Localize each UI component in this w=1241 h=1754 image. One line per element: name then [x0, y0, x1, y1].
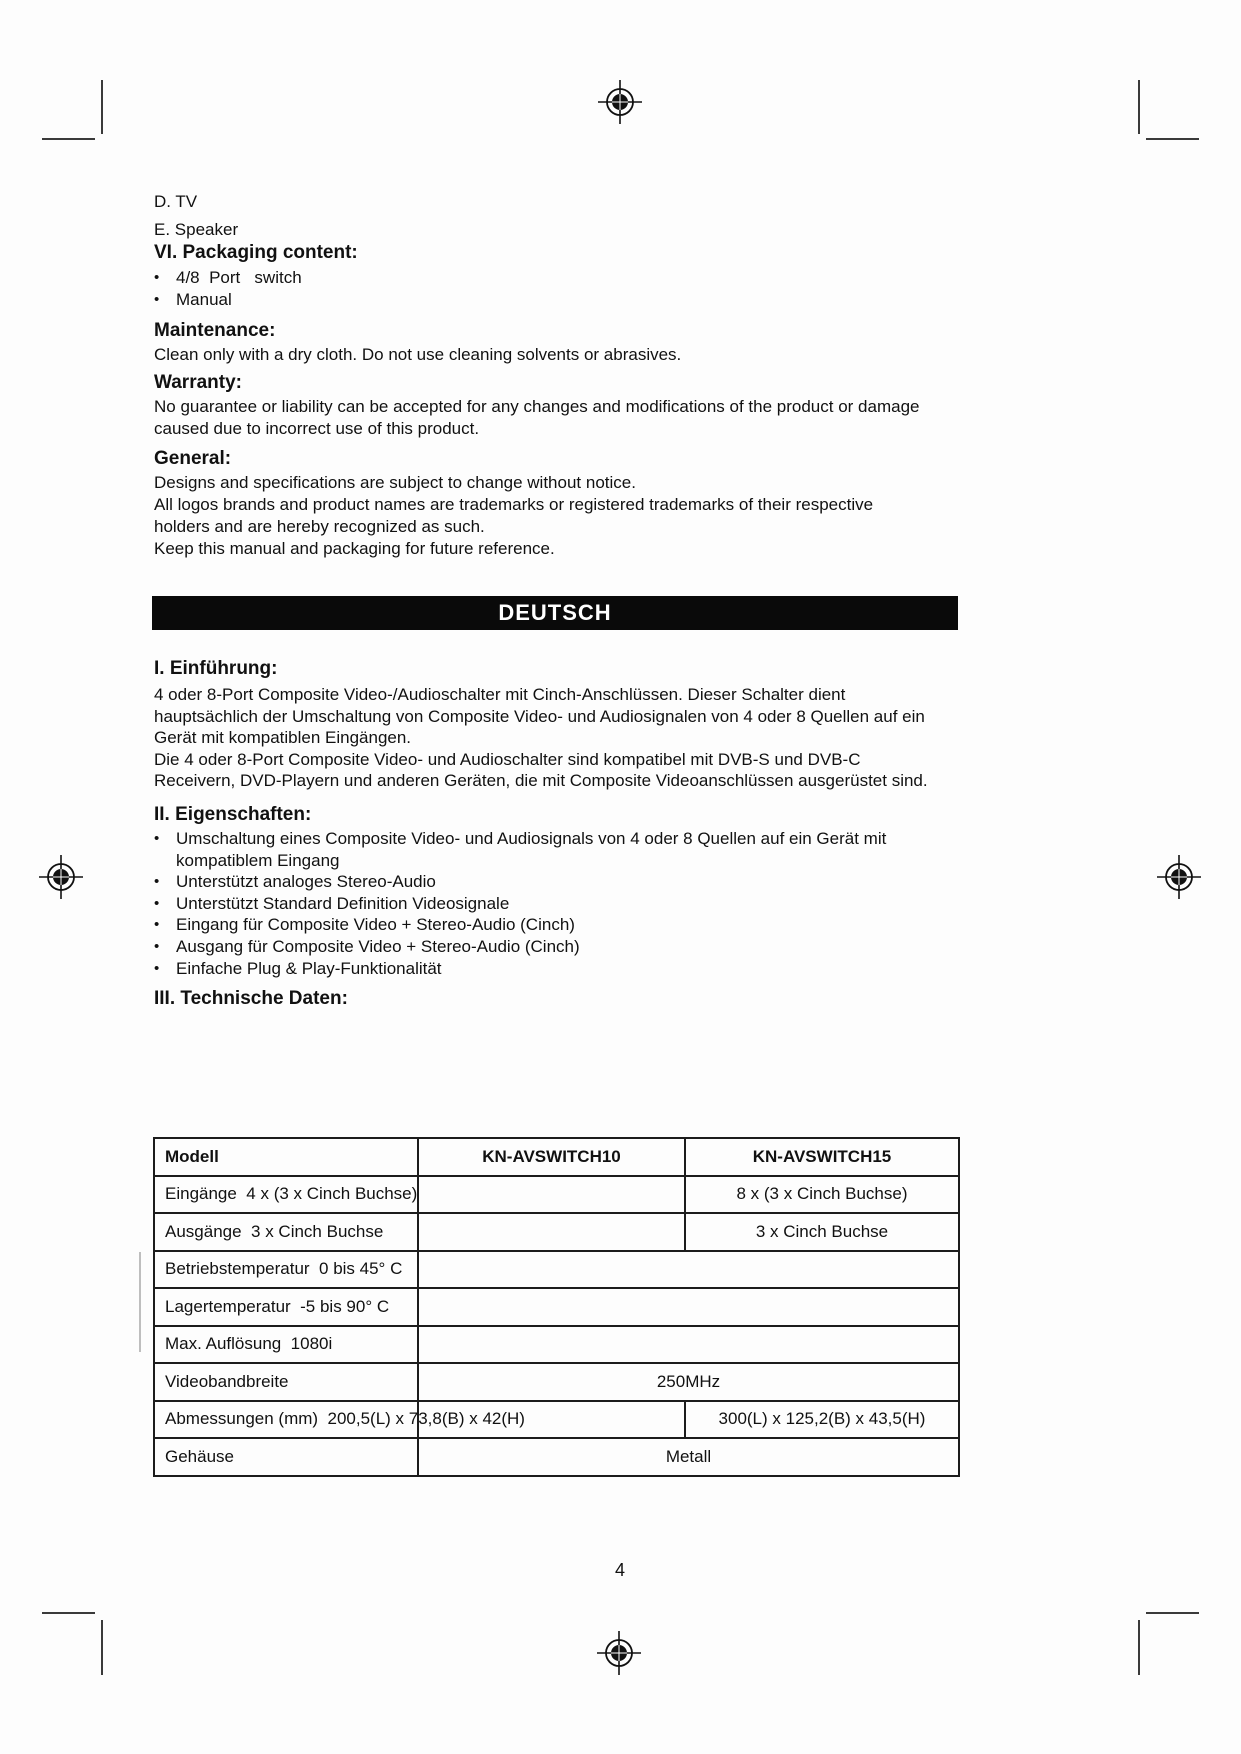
crop-mark-bottom-right-horizontal — [1146, 1612, 1199, 1614]
table-row-eingaenge — [154, 1176, 959, 1214]
list-item: • Umschaltung eines Composite Video- und Audiosignals von 4 oder 8 Quellen auf ein Gerät mit kompatiblem Eingang — [154, 829, 887, 870]
registration-mark-icon — [1156, 854, 1202, 900]
table-cell-modell: Modell — [154, 1138, 418, 1176]
crop-mark-top-left-vertical — [101, 80, 103, 134]
list-item: • Eingang für Composite Video + Stereo-Audio (Cinch) — [154, 915, 575, 935]
table-cell-model-15: KN-AVSWITCH15 — [685, 1138, 959, 1176]
eigenschaften-heading: II. Eigenschaften: — [154, 804, 312, 825]
registration-mark-icon — [596, 1630, 642, 1676]
table-cell-value — [418, 1288, 959, 1326]
table-row-lagertemperatur — [154, 1288, 959, 1326]
registration-mark-icon — [597, 79, 643, 125]
table-row-header — [154, 1138, 959, 1176]
warranty-text: No guarantee or liability can be accepted for any changes and modifications of the product or damage caused due to incorrect use of this product. — [154, 397, 920, 438]
table-cell-label: Betriebstemperatur 0 bis 45° C — [154, 1251, 418, 1289]
section-banner-label: DEUTSCH — [498, 600, 612, 625]
table-row-abmessungen — [154, 1401, 959, 1439]
maintenance-text: Clean only with a dry cloth. Do not use cleaning solvents or abrasives. — [154, 345, 682, 364]
table-cell-label: Max. Auflösung 1080i — [154, 1326, 418, 1364]
device-list-item: E. Speaker — [154, 220, 239, 239]
einfuehrung-text: 4 oder 8-Port Composite Video-/Audioschalter mit Cinch-Anschlüssen. Dieser Schalter dient hauptsächlich der Umschaltung von Composite Video- und Audiosignalen von 4 oder 8 Quellen auf ein Gerät mit kompatiblen Eingängen. Die 4 oder 8-Port Composite Video- und Audioschalter sind kompatibel mit DVB-S und DVB-C Receivern, DVD-Playern und anderen Geräten, die mit Composite Videoanschlüssen ausgerüstet sind. — [154, 685, 928, 791]
table-cell-value: 8 x (3 x Cinch Buchse) — [685, 1176, 959, 1214]
crop-mark-bottom-left-horizontal — [42, 1612, 95, 1614]
bullet-icon: • — [154, 269, 160, 286]
packaging-content-heading: VI. Packaging content: — [154, 242, 358, 263]
table-row-betriebstemperatur — [154, 1251, 959, 1289]
table-row-aufloesung — [154, 1326, 959, 1364]
table-cell-value — [418, 1251, 959, 1289]
list-item: • Einfache Plug & Play-Funktionalität — [154, 958, 442, 978]
section-banner-deutsch — [152, 596, 958, 630]
bullet-icon: • — [154, 916, 160, 934]
maintenance-heading: Maintenance: — [154, 320, 276, 341]
bullet-icon: • — [154, 937, 160, 955]
list-item: • Unterstützt analoges Stereo-Audio — [154, 872, 436, 892]
table-cell-empty — [418, 1176, 685, 1214]
eigenschaften-list — [154, 828, 886, 979]
table-cell-empty — [418, 1213, 685, 1251]
table-cell-label: Lagertemperatur -5 bis 90° C — [154, 1288, 418, 1326]
packaging-content-list — [154, 267, 302, 311]
device-list-item: D. TV — [154, 192, 198, 211]
crop-mark-top-left-horizontal — [42, 138, 95, 140]
scan-artifact — [139, 1252, 141, 1352]
general-text: Designs and specifications are subject to change without notice. All logos brands and product names are trademarks or registered trademarks of their respective holders and are hereby recognized as such. Keep this manual and packaging for future reference. — [154, 473, 874, 558]
technische-daten-heading: III. Technische Daten: — [154, 988, 348, 1009]
bullet-icon: • — [154, 894, 160, 912]
device-list — [154, 188, 238, 244]
bullet-icon: • — [154, 959, 160, 977]
table-cell-label: Abmessungen (mm) 200,5(L) x 73,8(B) x 42(H) — [154, 1401, 418, 1439]
bullet-icon: • — [154, 291, 160, 308]
list-item: • Manual — [154, 290, 232, 309]
table-row-ausgaenge — [154, 1213, 959, 1251]
crop-mark-bottom-right-vertical — [1138, 1620, 1140, 1675]
crop-mark-top-right-vertical — [1138, 80, 1140, 134]
einfuehrung-heading: I. Einführung: — [154, 658, 278, 679]
crop-mark-bottom-left-vertical — [101, 1620, 103, 1675]
bullet-icon: • — [154, 830, 160, 847]
general-heading: General: — [154, 448, 232, 469]
table-cell-value: 300(L) x 125,2(B) x 43,5(H) — [685, 1401, 959, 1439]
table-cell-label: Eingänge 4 x (3 x Cinch Buchse) — [154, 1176, 418, 1214]
table-row-videobandbreite — [154, 1363, 959, 1401]
page-number: 4 — [614, 1560, 625, 1580]
table-cell-label: Gehäuse — [154, 1438, 418, 1476]
registration-mark-icon — [38, 854, 84, 900]
warranty-heading: Warranty: — [154, 372, 242, 393]
list-item: • Ausgang für Composite Video + Stereo-Audio (Cinch) — [154, 936, 580, 956]
list-item: • Unterstützt Standard Definition Videosignale — [154, 893, 510, 913]
table-cell-model-10: KN-AVSWITCH10 — [418, 1138, 685, 1176]
table-cell-label: Ausgänge 3 x Cinch Buchse — [154, 1213, 418, 1251]
table-cell-value — [418, 1326, 959, 1364]
table-cell-label: Videobandbreite — [154, 1363, 418, 1401]
table-row-gehaeuse — [154, 1438, 959, 1476]
table-cell-value: 3 x Cinch Buchse — [685, 1213, 959, 1251]
tech-data-table — [153, 1137, 960, 1477]
table-cell-value: Metall — [418, 1438, 959, 1476]
bullet-icon: • — [154, 873, 160, 891]
table-cell-value: 250MHz — [418, 1363, 959, 1401]
list-item: • 4/8 Port switch — [154, 268, 302, 287]
crop-mark-top-right-horizontal — [1146, 138, 1199, 140]
